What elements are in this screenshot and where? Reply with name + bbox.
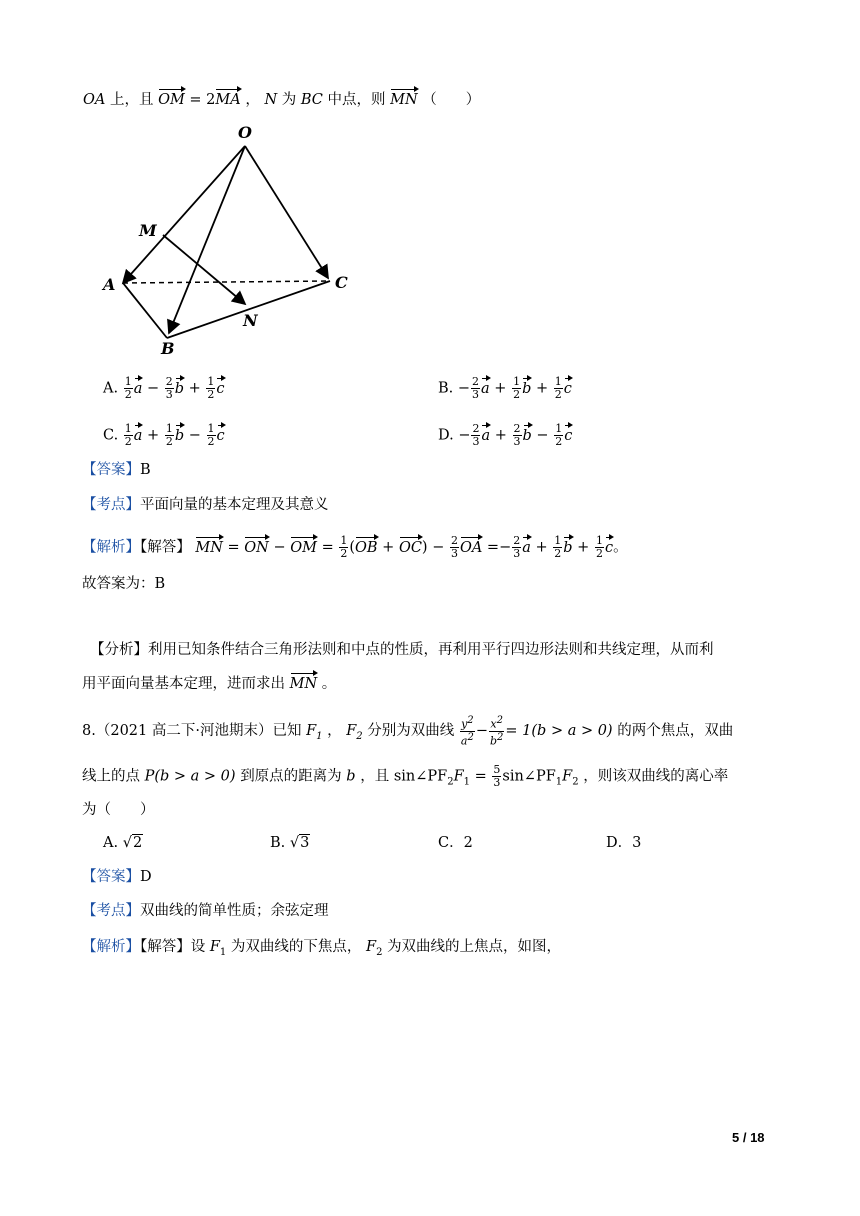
label-m: M — [139, 221, 157, 240]
q7-option-a[interactable]: A. $\frac{1}{2}$ a − $\frac{2}{3}$ b + $\frac{1}{2}$ c — [103, 375, 225, 401]
q7-option-b[interactable]: B. − $\frac{2}{3}$ a + $\frac{1}{2}$ b + $\frac{1}{2}$ c — [438, 375, 572, 401]
edge-ac-dashed — [123, 281, 330, 283]
q7-option-c[interactable]: C. $\frac{1}{2}$ a + $\frac{1}{2}$ b − $\frac{1}{2}$ c — [103, 422, 225, 448]
q8-jiexi: 【解析】【解答】设 $F_1$ 为双曲线的下焦点， $F_2$ 为双曲线的上焦点，如图， — [82, 939, 562, 958]
vector-ma: MA — [215, 92, 241, 108]
label-a: A — [103, 275, 116, 294]
edge-oa — [123, 146, 245, 283]
q7-kaodian: 【考点】平面向量的基本定理及其意义 — [82, 497, 329, 513]
q8-kaodian: 【考点】双曲线的简单性质；余弦定理 — [82, 903, 329, 919]
page-number: 5 / 18 — [732, 1130, 765, 1145]
q8-line2: 线上的点 P(b > a > 0) 到原点的距离为 b ，且 $\sin\angle PF_2F_1$ = $\frac{5}{3}$ $\sin\angle PF_1F_2$ ，则该双曲线的离心率 — [82, 763, 729, 789]
q7-stem: OA 上，且 OM = 2MA ， N 为 BC 中点，则 MN （ ） — [83, 92, 481, 108]
q7-fenxi-line2: 用平面向量基本定理，进而求出 MN 。 — [82, 676, 337, 692]
vector-mn: MN — [390, 92, 418, 108]
q7-fenxi-line1: 【分析】利用已知条件结合三角形法则和中点的性质，再利用平行四边形法则和共线定理，从而利 — [90, 642, 714, 658]
q8-option-d[interactable]: D．3 — [606, 835, 642, 851]
q8-option-a[interactable]: A. √2 — [103, 835, 143, 851]
q8-option-b[interactable]: B. √3 — [270, 835, 310, 851]
label-b: B — [161, 339, 175, 358]
edge-oc — [245, 146, 328, 278]
q7-answer: 【答案】B — [82, 462, 151, 478]
q8-answer: 【答案】D — [82, 869, 152, 885]
label-c: C — [335, 273, 348, 292]
edge-ab — [123, 283, 167, 338]
q8-option-c[interactable]: C．2 — [438, 835, 473, 851]
q7-final-answer: 故答案为：B — [82, 576, 166, 592]
q7-jiexi: 【解析】【解答】 MN = ON − OM = $\frac{1}{2}$ (OB + OC) − $\frac{2}{3}$ OA =− $\frac{2}{3}$ a + $\frac{1}{2}$ b + $\frac{1}{2}$ c。 — [82, 534, 628, 560]
label-o: O — [238, 123, 252, 142]
label-n: N — [243, 311, 258, 330]
seg-oa: OA — [83, 92, 106, 108]
q7-option-d[interactable]: D. − $\frac{2}{3}$ a + $\frac{2}{3}$ b − $\frac{1}{2}$ c — [438, 422, 573, 448]
tetrahedron-figure — [95, 118, 365, 363]
q8-line1: 8.（2021 高二下·河池期末）已知 $F_1$ ， $F_2$ 分别为双曲线 $\frac{y^2}{a^2}$ − $\frac{x^2}{b^2}$ = 1(b > a > 0) 的两个焦点，双曲 — [82, 715, 734, 748]
edge-ob — [169, 146, 245, 333]
q8-line3: 为（ ） — [82, 802, 155, 818]
vector-om: OM — [158, 92, 185, 108]
